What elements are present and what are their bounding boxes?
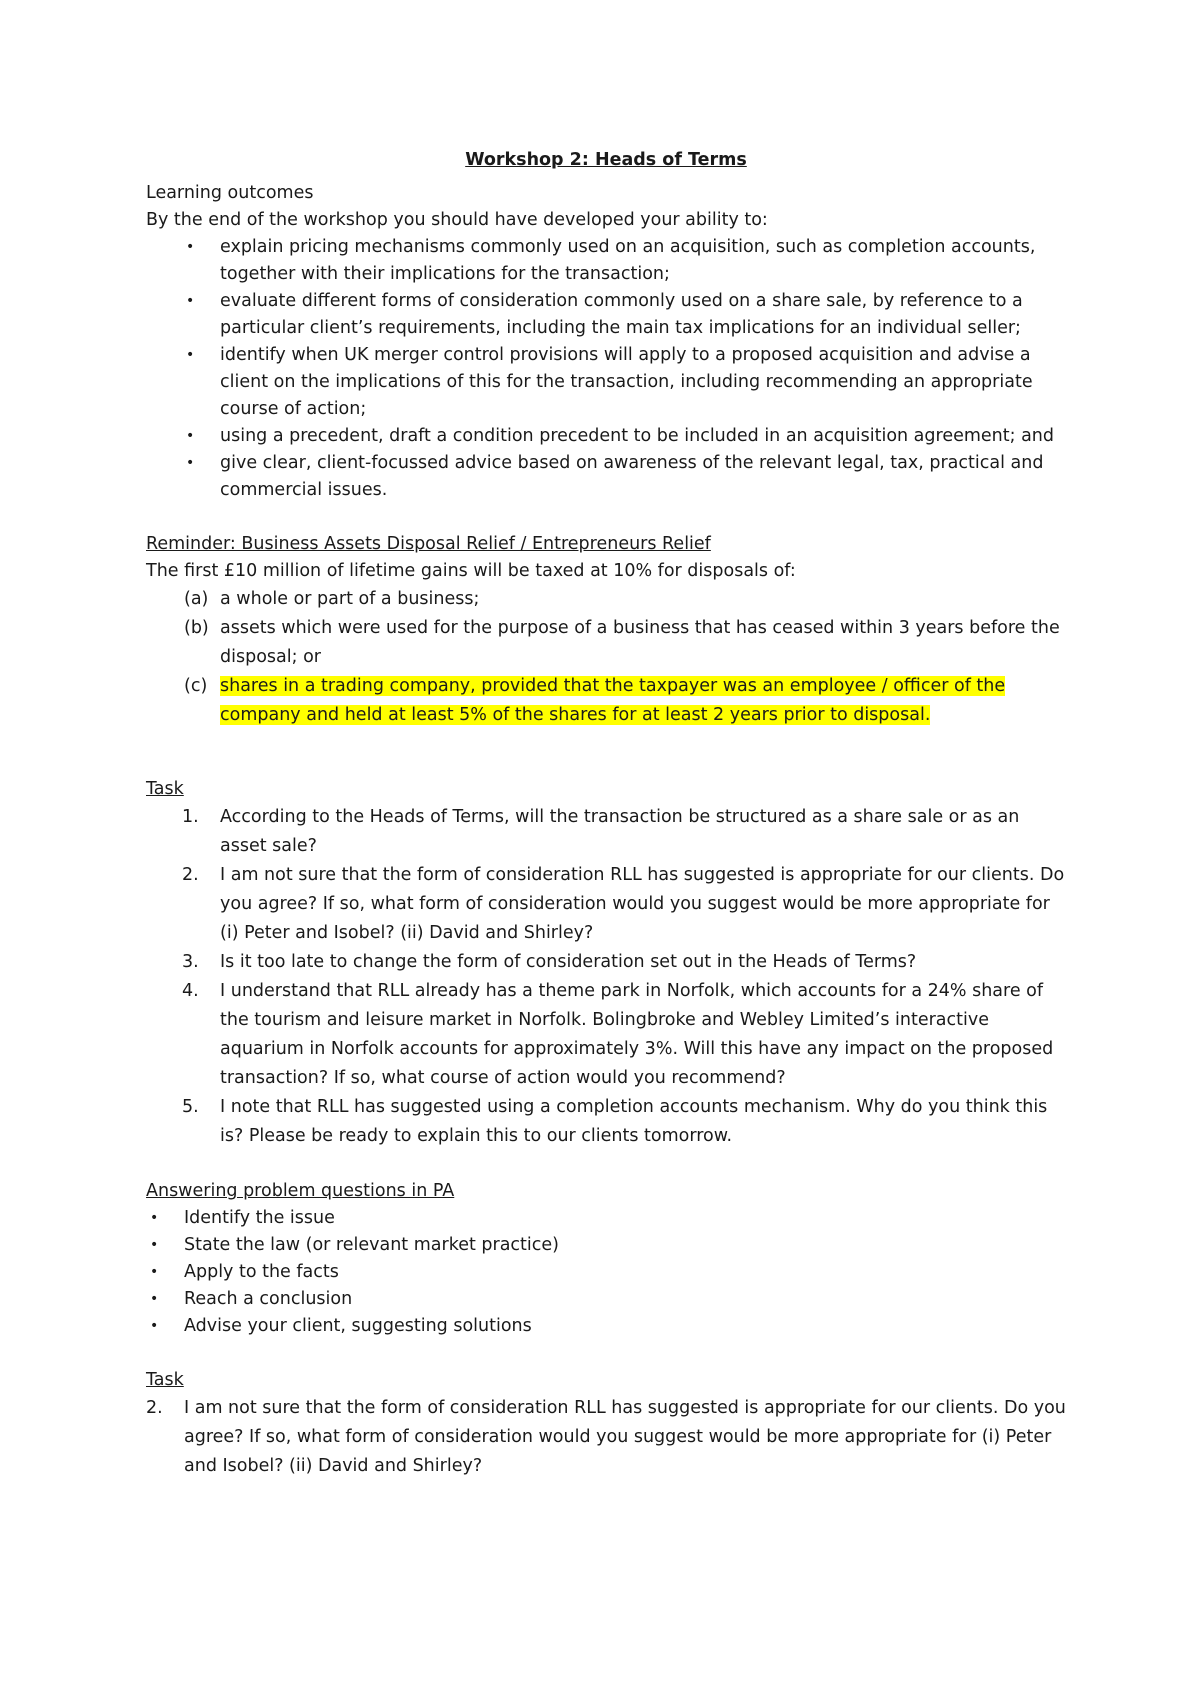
document-title: Workshop 2: Heads of Terms bbox=[465, 150, 747, 170]
spacer bbox=[146, 1151, 1066, 1178]
bullet-icon: • bbox=[186, 293, 195, 309]
list-item: • give clear, client-focussed advice based on awareness of the relevant legal, tax, practical and commercial issues. bbox=[146, 450, 1066, 504]
task-heading: Task bbox=[146, 779, 184, 799]
list-marker: 2. bbox=[146, 1398, 163, 1418]
list-item: • evaluate different forms of consideration commonly used on a share sale, by reference to a particular client’s requirements, including the main tax implications for an individual seller; bbox=[146, 288, 1066, 342]
task-list-2 bbox=[146, 1394, 1066, 1481]
list-item: 4. I understand that RLL already has a theme park in Norfolk, which accounts for a 24% share of the tourism and leisure market in Norfolk. Bolingbroke and Webley Limited’s interactive aquarium in Norfolk accounts for approximately 3%. Will this have any impact on the proposed transaction? If so, what course of action would you recommend? bbox=[146, 977, 1066, 1093]
list-marker: 5. bbox=[182, 1097, 199, 1117]
bullet-icon: • bbox=[186, 347, 195, 363]
list-marker: (c) bbox=[184, 676, 208, 696]
list-item: 3. Is it too late to change the form of consideration set out in the Heads of Terms? bbox=[146, 948, 1066, 977]
list-marker: 3. bbox=[182, 952, 199, 972]
list-item: • Advise your client, suggesting solutions bbox=[146, 1313, 1066, 1340]
reminder-heading: Reminder: Business Assets Disposal Relief / Entrepreneurs Relief bbox=[146, 534, 711, 554]
spacer bbox=[146, 504, 1066, 531]
list-item: 2. I am not sure that the form of consideration RLL has suggested is appropriate for our clients. Do you agree? If so, what form of consideration would you suggest would be more appropriate for (i) Peter and Isobel? (ii) David and Shirley? bbox=[146, 861, 1066, 948]
list-item: • identify when UK merger control provisions will apply to a proposed acquisition and advise a client on the implications of this for the transaction, including recommending an appropriate course of action; bbox=[146, 342, 1066, 423]
list-item: • explain pricing mechanisms commonly used on an acquisition, such as completion accounts, together with their implications for the transaction; bbox=[146, 234, 1066, 288]
reminder-intro: The first £10 million of lifetime gains will be taxed at 10% for disposals of: bbox=[146, 561, 796, 581]
list-item: • using a precedent, draft a condition precedent to be included in an acquisition agreement; and bbox=[146, 423, 1066, 450]
bullet-icon: • bbox=[150, 1264, 159, 1280]
bullet-icon: • bbox=[150, 1210, 159, 1226]
learning-outcomes-intro: By the end of the workshop you should have developed your ability to: bbox=[146, 210, 768, 230]
answering-list bbox=[146, 1205, 1066, 1340]
answering-heading: Answering problem questions in PA bbox=[146, 1181, 455, 1201]
list-item: 5. I note that RLL has suggested using a completion accounts mechanism. Why do you think this is? Please be ready to explain this to our clients tomorrow. bbox=[146, 1093, 1066, 1151]
task-list bbox=[146, 803, 1066, 1151]
bullet-icon: • bbox=[150, 1318, 159, 1334]
list-marker: 1. bbox=[182, 807, 199, 827]
bullet-icon: • bbox=[150, 1237, 159, 1253]
list-item: (b) assets which were used for the purpose of a business that has ceased within 3 years before the disposal; or bbox=[146, 614, 1066, 672]
learning-outcomes-heading: Learning outcomes bbox=[146, 183, 314, 203]
list-marker: 2. bbox=[182, 865, 199, 885]
bullet-icon: • bbox=[186, 428, 195, 444]
list-item: 1. According to the Heads of Terms, will the transaction be structured as a share sale or as an asset sale? bbox=[146, 803, 1066, 861]
list-item: • Reach a conclusion bbox=[146, 1286, 1066, 1313]
list-marker: 4. bbox=[182, 981, 199, 1001]
spacer bbox=[146, 730, 1066, 776]
document-body bbox=[146, 146, 1066, 1481]
list-item: (a) a whole or part of a business; bbox=[146, 585, 1066, 614]
list-item bbox=[146, 672, 1066, 730]
list-item: • Apply to the facts bbox=[146, 1259, 1066, 1286]
spacer bbox=[146, 1340, 1066, 1367]
list-item: • Identify the issue bbox=[146, 1205, 1066, 1232]
highlighted-text: shares in a trading company, provided that the taxpayer was an employee / officer of the company and held at least 5% of the shares for at least 2 years prior to disposal. bbox=[220, 676, 1006, 725]
list-item: 2. I am not sure that the form of consideration RLL has suggested is appropriate for our clients. Do you agree? If so, what form of consideration would you suggest would be more appropriate for (i) Peter and Isobel? (ii) David and Shirley? bbox=[146, 1394, 1066, 1481]
list-item: • State the law (or relevant market practice) bbox=[146, 1232, 1066, 1259]
bullet-icon: • bbox=[186, 455, 195, 471]
list-marker: (a) bbox=[184, 589, 209, 609]
bullet-icon: • bbox=[186, 239, 195, 255]
task-heading-2: Task bbox=[146, 1370, 184, 1390]
list-marker: (b) bbox=[184, 618, 209, 638]
learning-outcomes-list bbox=[146, 234, 1066, 504]
reminder-list bbox=[146, 585, 1066, 730]
bullet-icon: • bbox=[150, 1291, 159, 1307]
